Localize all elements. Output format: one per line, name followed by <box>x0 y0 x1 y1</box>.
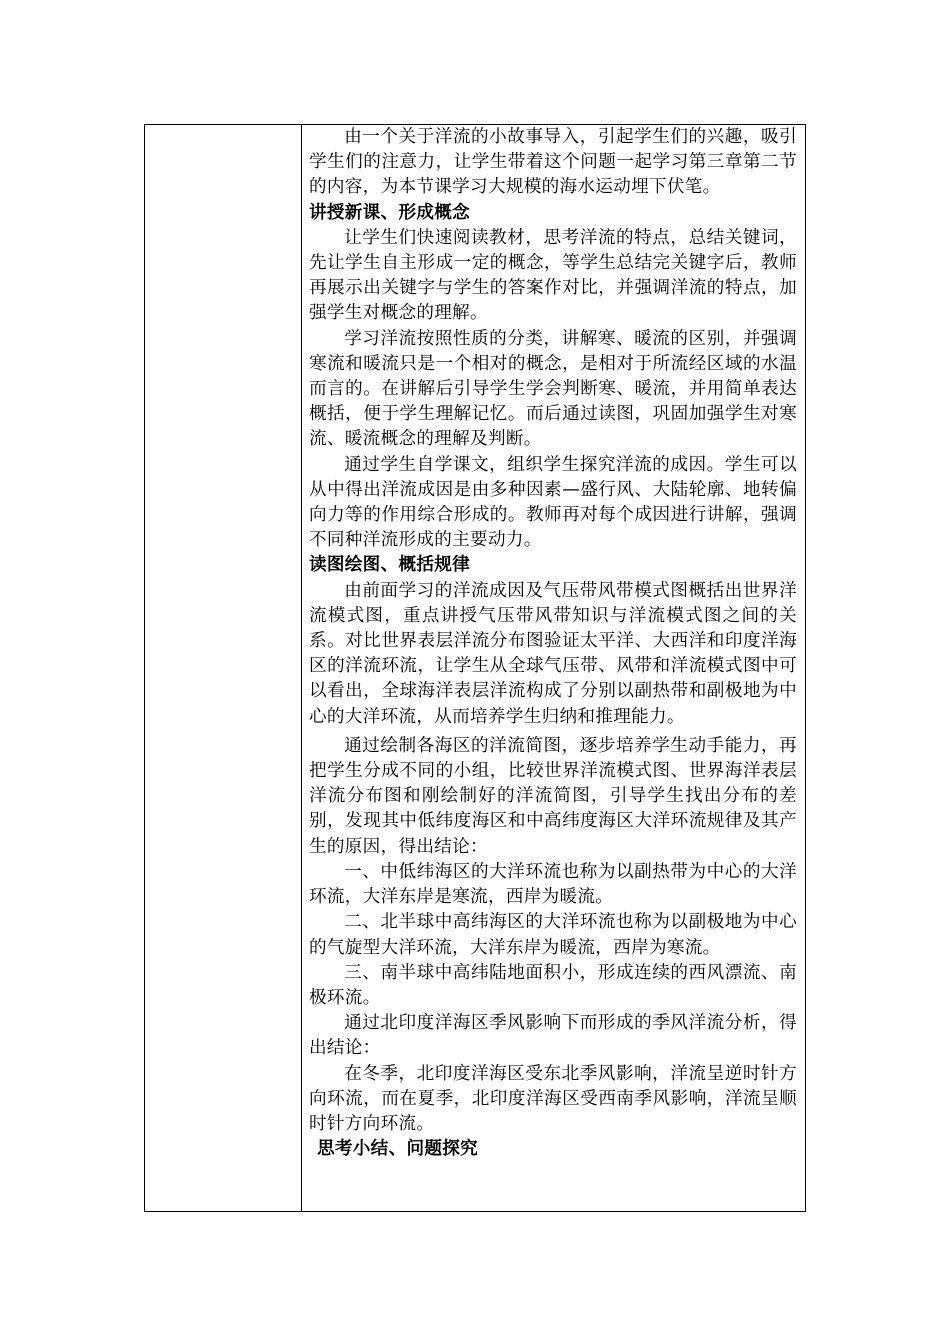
paragraph-warm-cold-currents: 学习洋流按照性质的分类，讲解寒、暖流的区别，并强调寒流和暖流只是一个相对的概念，是相对于所流经区域的水温而言的。在讲解后引导学生学会判断寒、暖流，并用简单表达概括，便于学生理解记忆。而后通过读图，巩固加强学生对寒流、暖流概念的理解及判断。 <box>309 328 797 450</box>
paragraph-model-map: 由前面学习的洋流成因及气压带风带模式图概括出世界洋流模式图，重点讲授气压带风带知识与洋流模式图之间的关系。对比世界表层洋流分布图验证太平洋、大西洋和印度洋海区的洋流环流，让学生从全球气压带、风带和洋流模式图中可以看出，全球海洋表层洋流构成了分别以副热带和副极地为中心的大洋环流，从而培养学生归纳和推理能力。 <box>309 580 797 727</box>
section-heading-summary: 思考小结、问题探究 <box>317 1139 479 1160</box>
section-heading-new-lesson: 讲授新课、形成概念 <box>309 202 471 223</box>
section-heading-map-reading: 读图绘图、概括规律 <box>309 555 471 576</box>
intro-paragraph: 由一个关于洋流的小故事导入，引起学生们的兴趣，吸引学生们的注意力，让学生带着这个问题一起学习第三章第二节的内容，为本节课学习大规模的海水运动埋下伏笔。 <box>309 127 797 198</box>
table-content-cell <box>302 125 805 1211</box>
paragraph-seasons: 在冬季，北印度洋海区受东北季风影响，洋流呈逆时针方向环流，而在夏季，北印度洋海区受西南季风影响，洋流呈顺时针方向环流。 <box>309 1063 797 1134</box>
conclusion-three: 三、南半球中高纬陆地面积小，形成连续的西风漂流、南极环流。 <box>309 962 797 1008</box>
paragraph-characteristics: 让学生们快速阅读教材，思考洋流的特点，总结关键词，先让学生自主形成一定的概念，等学生总结完关键字后，教师再展示出关键字与学生的答案作对比，并强调洋流的特点，加强学生对概念的理解。 <box>309 227 797 324</box>
conclusion-two: 二、北半球中高纬海区的大洋环流也称为以副极地为中心的气旋型大洋环流，大洋东岸为暖流，西岸为寒流。 <box>309 912 797 958</box>
paragraph-monsoon: 通过北印度洋海区季风影响下而形成的季风洋流分析，得出结论： <box>309 1013 797 1059</box>
table-left-cell <box>145 125 302 1211</box>
conclusion-one: 一、中低纬海区的大洋环流也称为以副热带为中心的大洋环流，大洋东岸是寒流，西岸为暖流。 <box>309 861 797 908</box>
paragraph-drawing: 通过绘制各海区的洋流简图，逐步培养学生动手能力，再把学生分成不同的小组，比较世界洋流模式图、世界海洋表层洋流分布图和刚绘制好的洋流简图，引导学生找出分布的差别，发现其中低纬度海区和中高纬度海区大洋环流规律及其产生的原因，得出结论： <box>309 735 797 857</box>
paragraph-causes: 通过学生自学课文，组织学生探究洋流的成因。学生可以从中得出洋流成因是由多种因素—盛行风、大陆轮廓、地转偏向力等的作用综合形成的。教师再对每个成因进行讲解，强调不同种洋流形成的主要动力。 <box>309 454 797 551</box>
lesson-plan-table <box>144 124 806 1212</box>
